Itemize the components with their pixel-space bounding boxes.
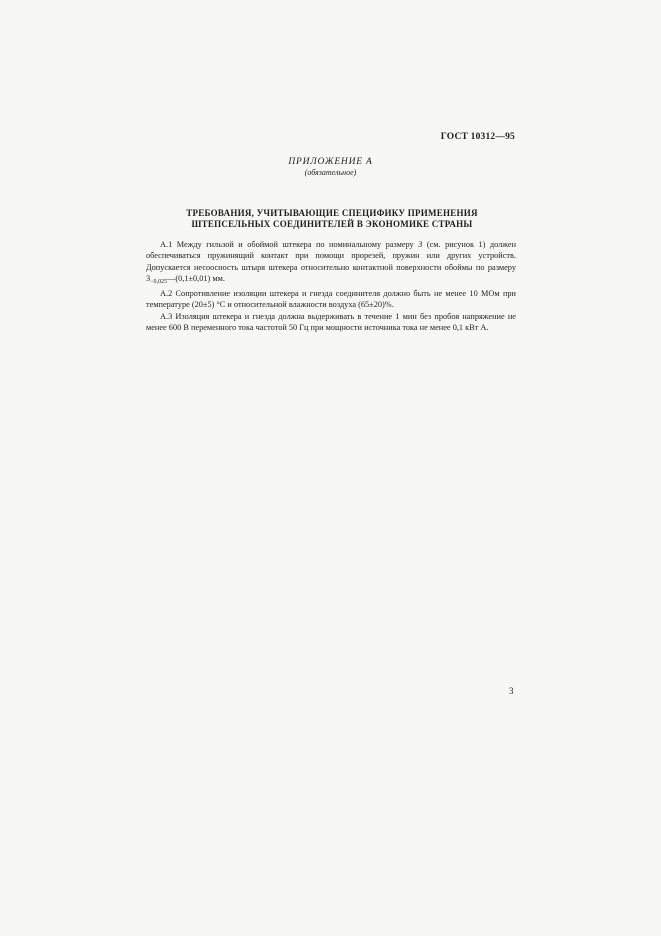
appendix-status: (обязательное) bbox=[304, 168, 357, 177]
paragraph-a1-part-1: А.1 Между гильзой и обоймой штекера по номинальному размеру bbox=[160, 240, 419, 249]
paragraph-a1-part-3: —(0,1±0,01) мм. bbox=[167, 273, 225, 283]
page-number: 3 bbox=[509, 686, 514, 696]
paragraph-a3: А.3 Изоляция штекера и гнезда должна выдерживать в течение 1 мин без пробоя напряжение не менее 600 В переменного тока частотой 50 Гц при мощности источника тока не менее 0,1 кВт А. bbox=[146, 311, 516, 333]
section-heading-line-1: ТРЕБОВАНИЯ, УЧИТЫВАЮЩИЕ СПЕЦИФИКУ ПРИМЕНЕНИЯ bbox=[186, 208, 478, 218]
paragraph-a1-tolerance: −0,025 bbox=[150, 278, 168, 285]
paragraph-a2: А.2 Сопротивление изоляции штекера и гнезда соединителя должно быть не менее 10 МОм при температуре (20±5) °С и относительной влажности воздуха (65±20)%. bbox=[146, 289, 516, 310]
body-text bbox=[146, 239, 516, 333]
paragraph-a1-size: 3 bbox=[418, 240, 423, 249]
document-code: ГОСТ 10312—95 bbox=[440, 132, 515, 142]
section-heading-line-2: ШТЕПСЕЛЬНЫХ СОЕДИНИТЕЛЕЙ В ЭКОНОМИКЕ СТРАНЫ bbox=[191, 219, 473, 229]
paragraph-a1-part-2: (см. рисунок 1) должен обеспечиваться пружинящий контакт при помощи прорезей, пружин или других устройств. Допускается несоосность штыря штекера относительно контактной поверхности обоймы по размеру 3 bbox=[146, 240, 517, 283]
section-heading bbox=[146, 208, 518, 230]
appendix-title: ПРИЛОЖЕНИЕ А bbox=[288, 157, 373, 167]
paragraph-a1 bbox=[146, 239, 516, 288]
